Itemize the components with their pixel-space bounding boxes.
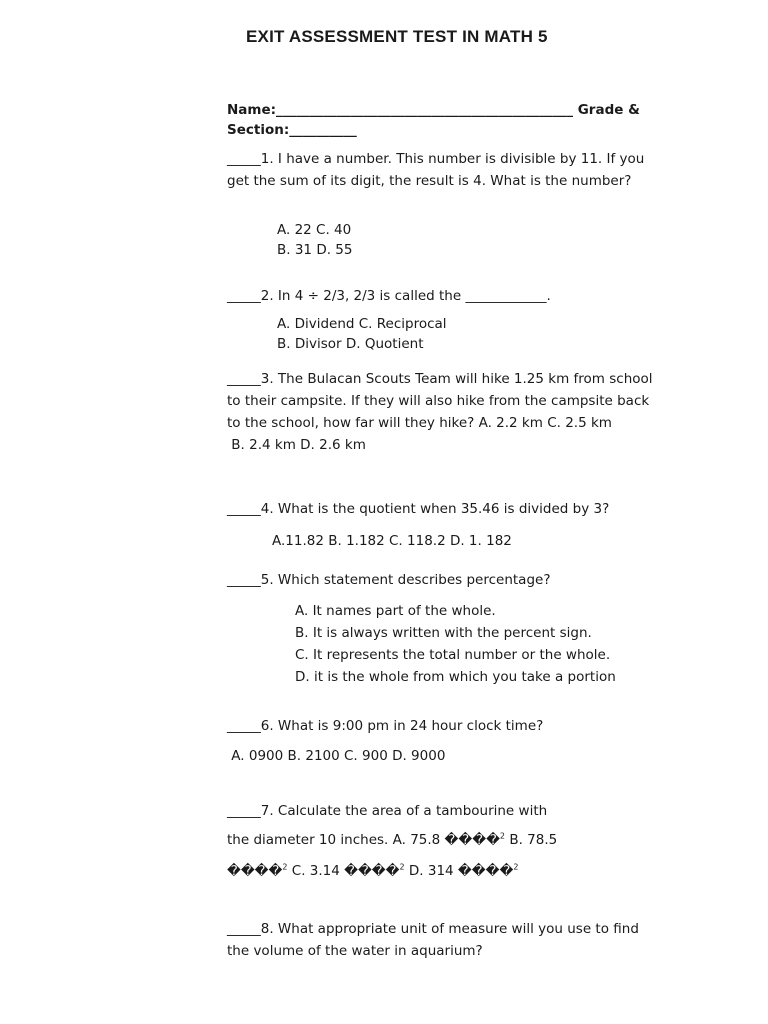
question-3-stem: _____3. The Bulacan Scouts Team will hike 1.25 km from school to their campsite. If they will also hike from the campsite back to the school, how far will they hike? A. 2.2 km C. 2.5 km: [227, 371, 653, 431]
question-1-option-row-2: B. 31 D. 55: [277, 242, 353, 258]
section-line: Section:__________: [227, 122, 357, 138]
question-1-option-row-1: A. 22 C. 40: [277, 222, 352, 238]
question-3-option-row-2: B. 2.4 km D. 2.6 km: [227, 437, 366, 453]
question-7-line-3-b: C. 3.14 ����: [291, 863, 400, 879]
question-7-line-2-b: B. 78.5: [509, 832, 558, 848]
question-2-option-row-1: A. Dividend C. Reciprocal: [277, 316, 447, 332]
question-2-option-row-2: B. Divisor D. Quotient: [277, 336, 424, 352]
question-5-option-b: B. It is always written with the percent sign.: [295, 625, 592, 641]
question-6-stem: _____6. What is 9:00 pm in 24 hour clock time?: [227, 718, 544, 734]
superscript-2: 2: [399, 862, 405, 872]
question-4-stem: _____4. What is the quotient when 35.46 is divided by 3?: [227, 501, 610, 517]
question-4-options: A.11.82 B. 1.182 C. 118.2 D. 1. 182: [272, 533, 512, 549]
question-7-line-3-a: ����: [227, 863, 283, 879]
question-7-line-2-a: the diameter 10 inches. A. 75.8 ����: [227, 832, 500, 848]
question-5-option-d: D. it is the whole from which you take a portion: [295, 669, 616, 685]
question-5-option-c: C. It represents the total number or the whole.: [295, 647, 611, 663]
question-1-stem: _____1. I have a number. This number is divisible by 11. If you get the sum of its digit, the result is 4. What is the number?: [227, 151, 645, 189]
question-5-option-a: A. It names part of the whole.: [295, 603, 496, 619]
question-8-stem: _____8. What appropriate unit of measure will you use to find the volume of the water in aquarium?: [227, 921, 639, 959]
question-7-line-3: [227, 860, 518, 882]
question-3: [227, 368, 659, 456]
question-7-line-3-c: D. 314 ����: [408, 863, 514, 879]
question-1: [227, 148, 647, 192]
question-5-stem: _____5. Which statement describes percentage?: [227, 572, 551, 588]
superscript-2: 2: [499, 831, 506, 841]
superscript-2: 2: [282, 862, 288, 872]
question-6-options: A. 0900 B. 2100 C. 900 D. 9000: [227, 748, 446, 764]
question-8: [227, 918, 647, 962]
page-title: EXIT ASSESSMENT TEST IN MATH 5: [246, 27, 548, 46]
name-grade-line: Name:____________________________________________ Grade &: [227, 102, 640, 118]
superscript-2: 2: [513, 862, 519, 872]
question-2-stem: _____2. In 4 ÷ 2/3, 2/3 is called the ____________.: [227, 288, 551, 304]
question-7-line-2: [227, 829, 557, 851]
question-7-line-1: _____7. Calculate the area of a tambourine with: [227, 803, 548, 819]
